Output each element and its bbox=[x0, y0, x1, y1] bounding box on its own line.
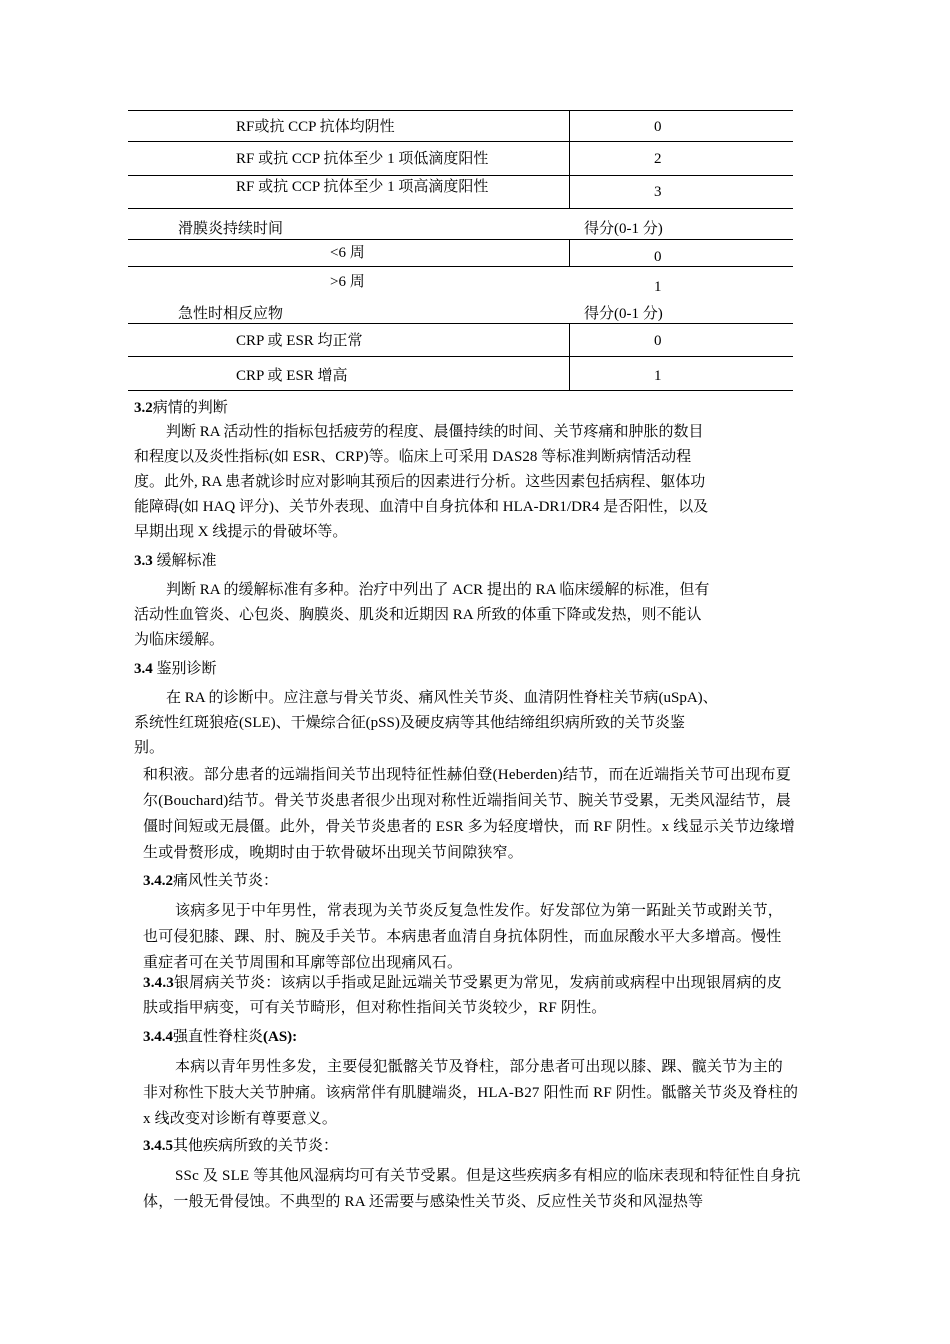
paragraph-line: 本病以青年男性多发，主要侵犯骶髂关节及脊柱，部分患者可出现以膝、踝、髋关节为主的 bbox=[175, 1059, 784, 1075]
section-3-2-paragraph bbox=[134, 420, 708, 545]
section-3-4-2-paragraph bbox=[143, 898, 783, 976]
table-row-label: RF 或抗 CCP 抗体至少 1 项低滴度阳性 bbox=[236, 151, 489, 167]
section-title: 鉴别诊断 bbox=[156, 661, 217, 677]
table-border-line bbox=[128, 175, 793, 176]
section-title: 病情的判断 bbox=[152, 400, 228, 416]
paragraph-line: 也可侵犯膝、踝、肘、腕及手关节。本病患者血清自身抗体阴性，而血尿酸水平大多增高。慢性 bbox=[143, 929, 782, 945]
paragraph-line: 度。此外, RA 患者就诊时应对影响其预后的因素进行分析。这些因素包括病程、躯体功 bbox=[134, 474, 706, 490]
table-row-label: CRP 或 ESR 均正常 bbox=[236, 333, 363, 349]
paragraph-line: 系统性红斑狼疮(SLE)、干燥综合征(pSS)及硬皮病等其他结缔组织病所致的关节炎鉴 bbox=[134, 715, 685, 731]
paragraph-line: 在 RA 的诊断中。应注意与骨关节炎、痛风性关节炎、血清阴性脊柱关节病(uSpA)、 bbox=[166, 690, 718, 706]
paragraph-line: SSc 及 SLE 等其他风湿病均可有关节受累。但是这些疾病多有相应的临床表现和特征性自身抗 bbox=[175, 1168, 801, 1184]
paragraph-line: 体，一般无骨侵蚀。不典型的 RA 还需要与感染性关节炎、反应性关节炎和风湿热等 bbox=[143, 1194, 704, 1210]
section-3-3-paragraph bbox=[134, 578, 709, 653]
section-number: 3.3 bbox=[134, 553, 153, 569]
paragraph-line: 和积液。部分患者的远端指间关节出现特征性赫伯登(Heberden)结节，而在近端指关节可出现布夏 bbox=[143, 767, 791, 783]
section-3-4-4-heading bbox=[143, 1025, 297, 1049]
table-border-line bbox=[128, 239, 793, 240]
table-section-score: 得分(0-1 分) bbox=[584, 221, 663, 237]
section-title-suffix: (AS): bbox=[263, 1029, 298, 1045]
section-number: 3.4.4 bbox=[143, 1029, 173, 1045]
table-border-line bbox=[128, 390, 793, 391]
table-border-line bbox=[128, 356, 793, 357]
table-row-label: RF或抗 CCP 抗体均阴性 bbox=[236, 119, 395, 135]
section-3-4-1-paragraph bbox=[143, 762, 795, 866]
section-3-3-heading bbox=[134, 549, 217, 573]
table-row-label: <6 周 bbox=[330, 245, 365, 261]
paragraph-line: 该病多见于中年男性，常表现为关节炎反复急性发作。好发部位为第一跖趾关节或跗关节， bbox=[175, 903, 784, 919]
paragraph-line: 和程度以及炎性指标(如 ESR、CRP)等。临床上可采用 DAS28 等标准判断病情活动程 bbox=[134, 449, 692, 465]
section-number: 3.4.2 bbox=[143, 873, 173, 889]
paragraph-line: 肤或指甲病变，可有关节畸形，但对称性指间关节炎较少，RF 阴性。 bbox=[143, 1000, 607, 1016]
table-section-label: 急性时相反应物 bbox=[178, 306, 284, 322]
paragraph-line: 能障碍(如 HAQ 评分)、关节外表现、血清中自身抗体和 HLA-DR1/DR4 是否阳性，以及 bbox=[134, 499, 709, 515]
table-border-line bbox=[128, 110, 793, 111]
section-number: 3.4.5 bbox=[143, 1138, 173, 1154]
table-border-line bbox=[128, 266, 793, 267]
table-row-score: 0 bbox=[654, 249, 662, 265]
table-row-score: 3 bbox=[654, 184, 662, 200]
table-section-label: 滑膜炎持续时间 bbox=[178, 221, 284, 237]
paragraph-line: 僵时间短或无晨僵。此外，骨关节炎患者的 ESR 多为轻度增快，而 RF 阴性。x 线显示关节边缘增 bbox=[143, 819, 795, 835]
table-column-divider bbox=[569, 110, 570, 208]
section-number: 3.2 bbox=[134, 400, 153, 416]
paragraph-line: 生或骨赘形成，晚期时由于软骨破坏出现关节间隙狭窄。 bbox=[143, 845, 524, 861]
section-number: 3.4 bbox=[134, 661, 153, 677]
table-row-label: >6 周 bbox=[330, 274, 365, 290]
section-title: 缓解标准 bbox=[156, 553, 217, 569]
section-3-4-2-heading bbox=[143, 869, 278, 893]
paragraph-line: 为临床缓解。 bbox=[134, 632, 225, 648]
section-3-4-4-paragraph bbox=[143, 1054, 798, 1132]
section-3-4-5-paragraph bbox=[143, 1163, 800, 1215]
paragraph-line: 判断 RA 的缓解标准有多种。治疗中列出了 ACR 提出的 RA 临床缓解的标准，但有 bbox=[166, 582, 710, 598]
table-section-score: 得分(0-1 分) bbox=[584, 306, 663, 322]
section-3-4-paragraph bbox=[134, 686, 718, 761]
table-column-divider bbox=[569, 323, 570, 390]
table-border-line bbox=[128, 208, 793, 209]
paragraph-line: 别。 bbox=[134, 740, 165, 756]
paragraph-line: 活动性血管炎、心包炎、胸膜炎、肌炎和近期因 RA 所致的体重下降或发热，则不能认 bbox=[134, 607, 702, 623]
table-row-score: 2 bbox=[654, 151, 662, 167]
paragraph-line: 非对称性下肢大关节肿痛。该病常伴有肌腱端炎，HLA-B27 阳性而 RF 阴性。骶髂关节炎及脊柱的 bbox=[143, 1085, 799, 1101]
table-border-line bbox=[128, 141, 793, 142]
section-3-4-3-paragraph bbox=[143, 971, 782, 1021]
paragraph-line: 判断 RA 活动性的指标包括疲劳的程度、晨僵持续的时间、关节疼痛和肿胀的数目 bbox=[166, 424, 704, 440]
table-border-line bbox=[128, 323, 793, 324]
paragraph-line: 3.4.3银屑病关节炎：该病以手指或足趾远端关节受累更为常见，发病前或病程中出现银屑病的皮 bbox=[143, 975, 783, 991]
table-row-score: 1 bbox=[654, 279, 662, 295]
section-title: 其他疾病所致的关节炎： bbox=[173, 1138, 339, 1154]
section-3-2-heading bbox=[134, 396, 228, 420]
section-3-4-5-heading bbox=[143, 1134, 338, 1158]
table-row-score: 0 bbox=[654, 119, 662, 135]
table-row-label: CRP 或 ESR 增高 bbox=[236, 368, 348, 384]
section-title: 痛风性关节炎： bbox=[173, 873, 279, 889]
paragraph-line: 尔(Bouchard)结节。骨关节炎患者很少出现对称性近端指间关节、腕关节受累，无类风湿结节，晨 bbox=[143, 793, 791, 809]
paragraph-line: x 线改变对诊断有尊要意义。 bbox=[143, 1111, 338, 1127]
section-3-4-heading bbox=[134, 657, 217, 681]
table-row-label: RF 或抗 CCP 抗体至少 1 项高滴度阳性 bbox=[236, 179, 489, 195]
table-row-score: 0 bbox=[654, 333, 662, 349]
criteria-score-table bbox=[128, 110, 793, 392]
section-number: 3.4.3 bbox=[143, 975, 174, 991]
paragraph-line: 早期出现 X 线提示的骨破坏等。 bbox=[134, 524, 348, 540]
table-row-score: 1 bbox=[654, 368, 662, 384]
section-title: 强直性脊柱炎 bbox=[173, 1029, 264, 1045]
table-column-divider bbox=[569, 239, 570, 266]
paragraph-line: 重症者可在关节周围和耳廓等部位出现痛风石。 bbox=[143, 955, 463, 971]
